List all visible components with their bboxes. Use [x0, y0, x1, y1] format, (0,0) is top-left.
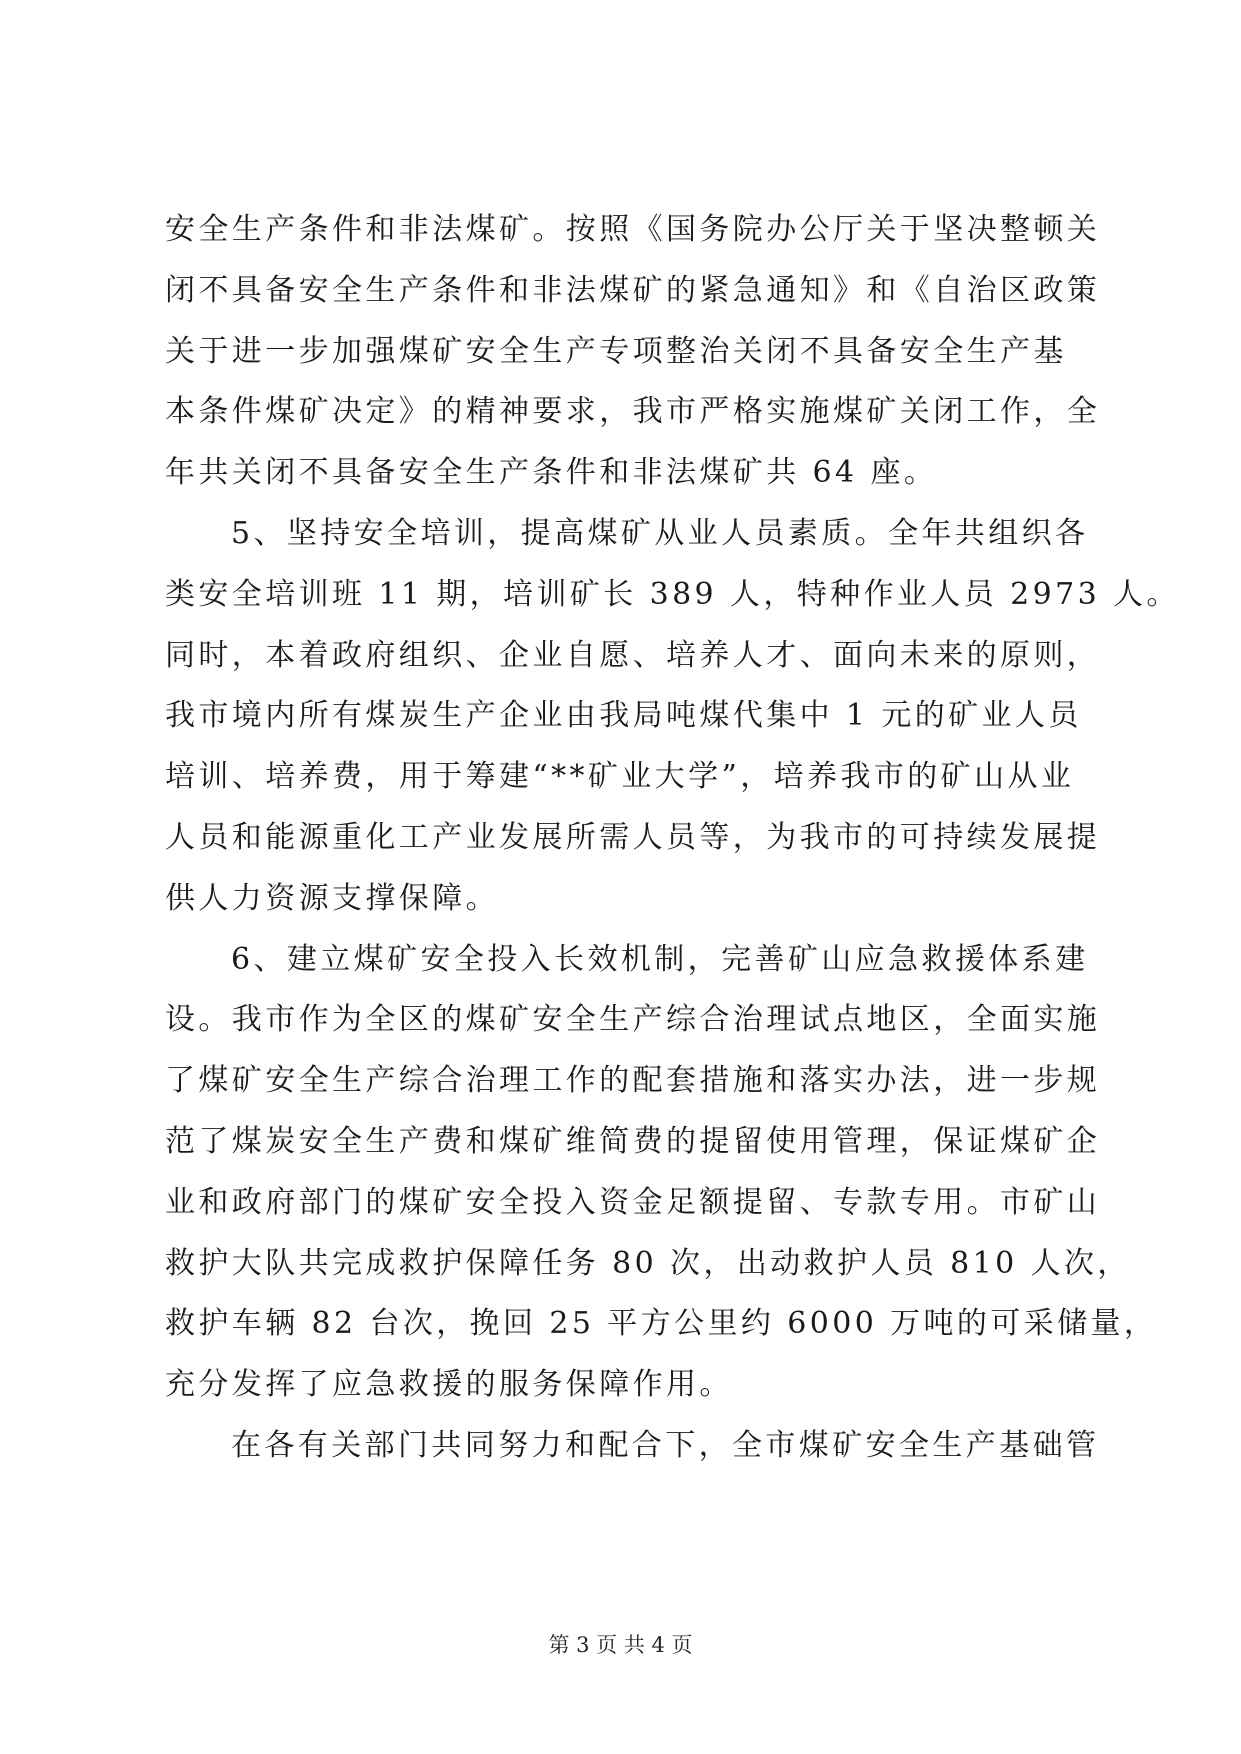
text-line: 在各有关部门共同努力和配合下，全市煤矿安全生产基础管: [231, 1427, 1100, 1463]
text-line: 设。我市作为全区的煤矿安全生产综合治理试点地区，全面实施: [165, 1002, 1101, 1038]
text-line: 闭不具备安全生产条件和非法煤矿的紧急通知》和《自治区政策: [165, 272, 1101, 308]
text-line: 范了煤炭安全生产费和煤矿维简费的提留使用管理，保证煤矿企: [165, 1123, 1101, 1159]
paragraph-safety-investment: [165, 930, 1158, 1416]
text-line: 类安全培训班 11 期，培训矿长 389 人，特种作业人员 2973 人。: [165, 576, 1180, 612]
text-line: 培训、培养费，用于筹建“**矿业大学”，培养我市的矿山从业: [165, 759, 1075, 795]
text-line: 救护大队共完成救护保障任务 80 次，出动救护人员 810 人次，: [165, 1245, 1131, 1281]
text-line: 救护车辆 82 台次，挽回 25 平方公里约 6000 万吨的可采储量，: [165, 1306, 1158, 1342]
text-line: 人员和能源重化工产业发展所需人员等，为我市的可持续发展提: [165, 819, 1101, 855]
text-line: 关于进一步加强煤矿安全生产专项整治关闭不具备安全生产基: [165, 333, 1067, 369]
text-line: 5、坚持安全培训，提高煤矿从业人员素质。全年共组织各: [231, 515, 1089, 551]
paragraph-summary: [165, 1416, 1100, 1477]
paragraph-mine-closure: [165, 200, 1101, 504]
text-line: 业和政府部门的煤矿安全投入资金足额提留、专款专用。市矿山: [165, 1184, 1101, 1220]
text-line: 6、建立煤矿安全投入长效机制，完善矿山应急救援体系建: [231, 941, 1089, 977]
document-body: [165, 200, 1180, 1477]
page-number-footer: 第 3 页 共 4 页: [548, 1633, 693, 1657]
text-line: 了煤矿安全生产综合治理工作的配套措施和落实办法，进一步规: [165, 1063, 1101, 1099]
text-line: 本条件煤矿决定》的精神要求，我市严格实施煤矿关闭工作，全: [165, 394, 1101, 430]
text-line: 供人力资源支撑保障。: [165, 880, 499, 916]
text-line: 同时，本着政府组织、企业自愿、培养人才、面向未来的原则，: [165, 637, 1101, 673]
text-line: 充分发挥了应急救援的服务保障作用。: [165, 1367, 733, 1403]
paragraph-safety-training: [165, 504, 1180, 930]
text-line: 我市境内所有煤炭生产企业由我局吨煤代集中 1 元的矿业人员: [165, 698, 1082, 734]
text-line: 安全生产条件和非法煤矿。按照《国务院办公厅关于坚决整顿关: [165, 212, 1101, 247]
text-line: 年共关闭不具备安全生产条件和非法煤矿共 64 座。: [165, 455, 938, 491]
